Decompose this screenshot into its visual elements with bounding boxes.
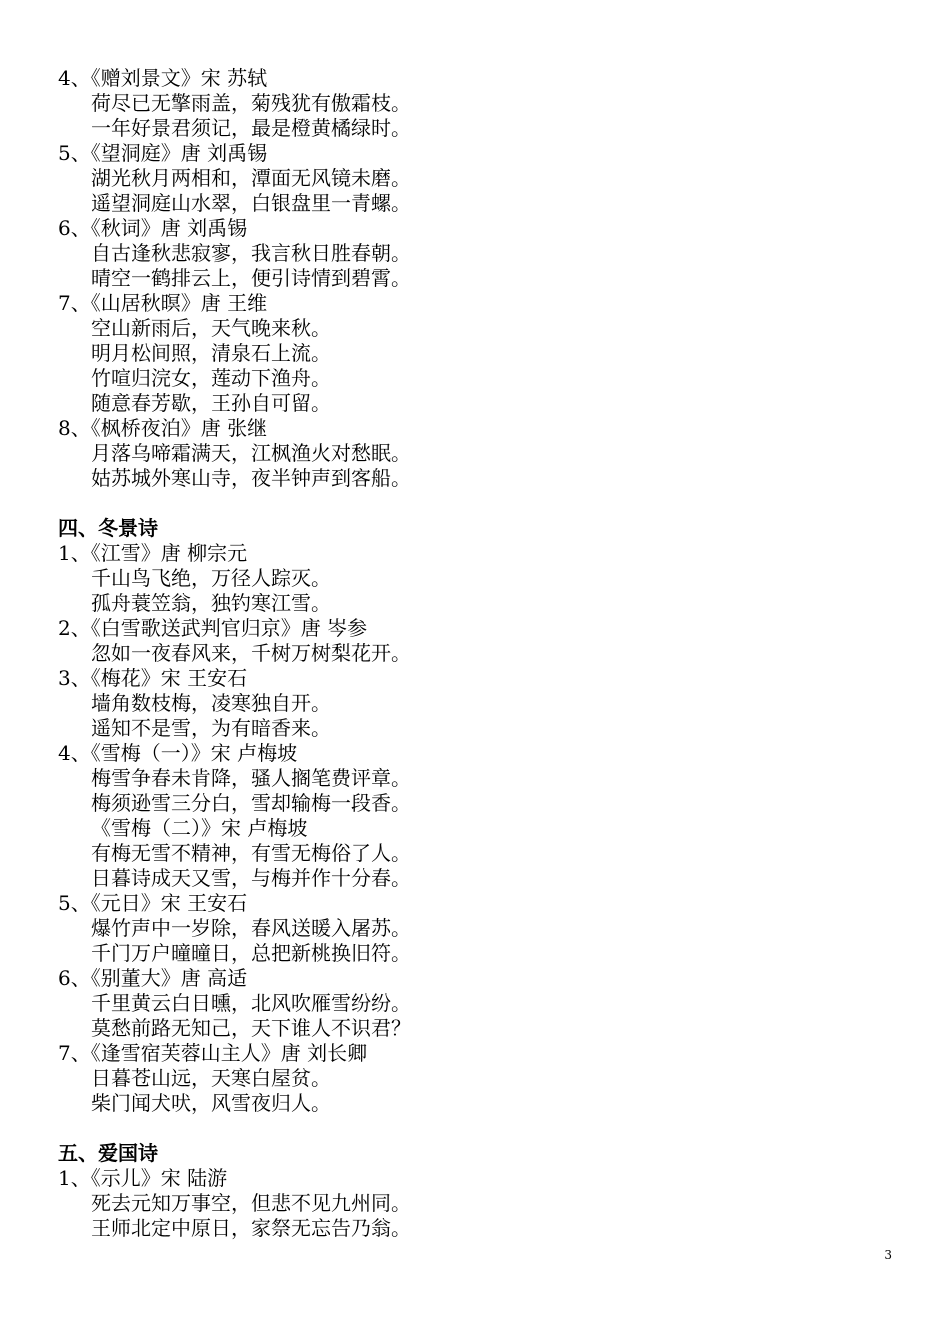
poem-title: 8、《枫桥夜泊》唐 张继: [58, 416, 268, 440]
poem-verse: 爆竹声中一岁除，春风送暖入屠苏。: [91, 916, 411, 940]
poem-verse: 墙角数枝梅，凌寒独自开。: [91, 691, 331, 715]
poem-verse: 梅雪争春未肯降，骚人搁笔费评章。: [91, 766, 411, 790]
poem-verse: 一年好景君须记，最是橙黄橘绿时。: [91, 116, 411, 140]
poem-title: 1、《江雪》唐 柳宗元: [58, 541, 248, 565]
poem-title: 3、《梅花》宋 王安石: [58, 666, 248, 690]
poem-title: 1、《示儿》宋 陆游: [58, 1166, 228, 1190]
poem-verse: 姑苏城外寒山寺，夜半钟声到客船。: [91, 466, 411, 490]
poem-verse: 晴空一鹤排云上，便引诗情到碧霄。: [91, 266, 411, 290]
poem-verse: 柴门闻犬吠，风雪夜归人。: [91, 1091, 331, 1115]
section-heading: 五、爱国诗: [58, 1141, 158, 1165]
poem-verse: 遥知不是雪，为有暗香来。: [91, 716, 331, 740]
poem-verse: 孤舟蓑笠翁，独钓寒江雪。: [91, 591, 331, 615]
poem-verse: 莫愁前路无知己，天下谁人不识君？: [91, 1016, 411, 1040]
poem-verse: 竹喧归浣女，莲动下渔舟。: [91, 366, 331, 390]
poem-verse: 遥望洞庭山水翠，白银盘里一青螺。: [91, 191, 411, 215]
poem-verse: 有梅无雪不精神，有雪无梅俗了人。: [91, 841, 411, 865]
poem-verse: 《雪梅（二）》宋 卢梅坡: [91, 816, 308, 840]
poem-verse: 日暮诗成天又雪，与梅并作十分春。: [91, 866, 411, 890]
poem-title: 7、《逢雪宿芙蓉山主人》唐 刘长卿: [58, 1041, 368, 1065]
poem-title: 5、《元日》宋 王安石: [58, 891, 248, 915]
poem-verse: 荷尽已无擎雨盖，菊残犹有傲霜枝。: [91, 91, 411, 115]
poem-verse: 湖光秋月两相和，潭面无风镜未磨。: [91, 166, 411, 190]
poem-verse: 死去元知万事空，但悲不见九州同。: [91, 1191, 411, 1215]
poem-title: 4、《赠刘景文》宋 苏轼: [58, 66, 268, 90]
poem-verse: 明月松间照，清泉石上流。: [91, 341, 331, 365]
poem-title: 6、《秋词》唐 刘禹锡: [58, 216, 248, 240]
poem-verse: 梅须逊雪三分白，雪却输梅一段香。: [91, 791, 411, 815]
poem-verse: 忽如一夜春风来，千树万树梨花开。: [91, 641, 411, 665]
poem-verse: 空山新雨后，天气晚来秋。: [91, 316, 331, 340]
poem-verse: 千门万户曈曈日，总把新桃换旧符。: [91, 941, 411, 965]
poem-verse: 自古逢秋悲寂寥，我言秋日胜春朝。: [91, 241, 411, 265]
poem-verse: 千山鸟飞绝，万径人踪灭。: [91, 566, 331, 590]
poem-verse: 随意春芳歇，王孙自可留。: [91, 391, 331, 415]
poem-verse: 月落乌啼霜满天，江枫渔火对愁眠。: [91, 441, 411, 465]
poem-verse: 日暮苍山远，天寒白屋贫。: [91, 1066, 331, 1090]
poem-title: 5、《望洞庭》唐 刘禹锡: [58, 141, 268, 165]
poem-title: 6、《别董大》唐 高适: [58, 966, 248, 990]
document-body: [58, 66, 918, 1241]
poem-title: 4、《雪梅（一）》宋 卢梅坡: [58, 741, 298, 765]
poem-title: 7、《山居秋暝》唐 王维: [58, 291, 268, 315]
poem-verse: 王师北定中原日，家祭无忘告乃翁。: [91, 1216, 411, 1240]
page-number: 3: [884, 1248, 892, 1262]
section-heading: 四、冬景诗: [58, 516, 158, 540]
poem-title: 2、《白雪歌送武判官归京》唐 岑参: [58, 616, 368, 640]
poem-verse: 千里黄云白日曛，北风吹雁雪纷纷。: [91, 991, 411, 1015]
